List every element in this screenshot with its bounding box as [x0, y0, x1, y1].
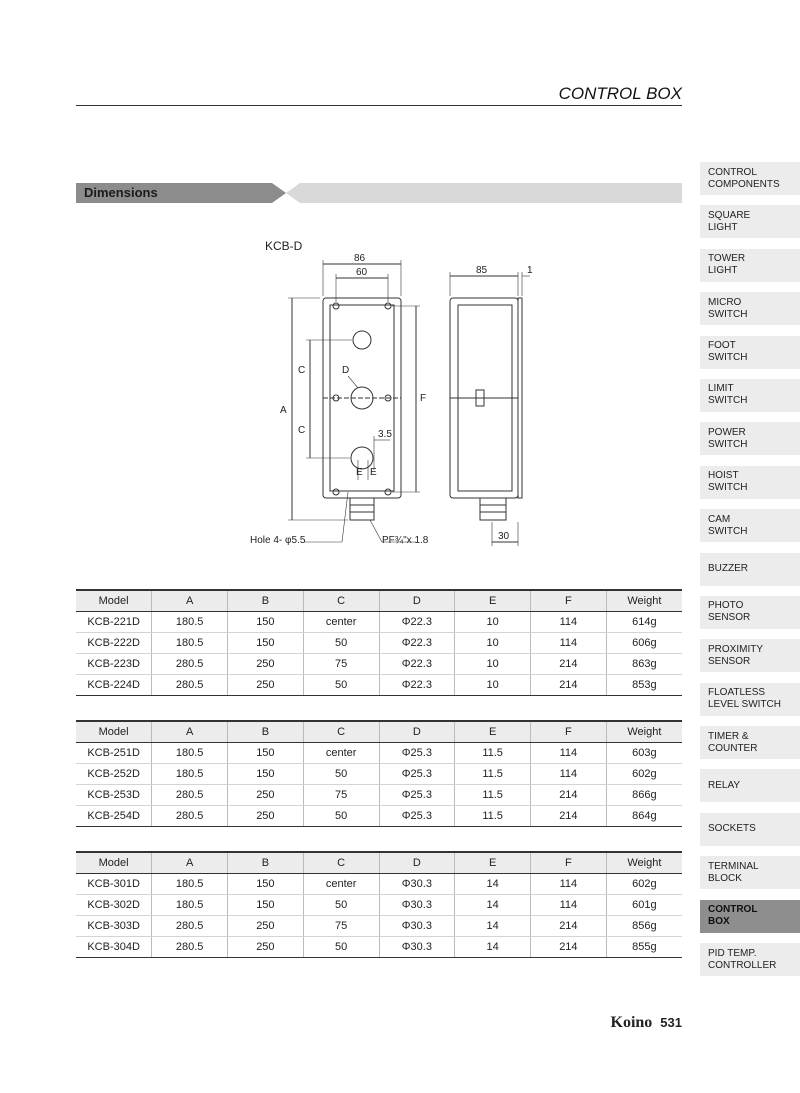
table-cell: 50 [303, 937, 379, 958]
column-header: C [303, 721, 379, 743]
table-header-row [76, 590, 682, 612]
table-cell: 180.5 [152, 633, 228, 654]
table-cell: 250 [228, 785, 304, 806]
sidebar-item-label: PID TEMP. [708, 947, 757, 959]
column-header: D [379, 852, 455, 874]
table-cell: Φ30.3 [379, 895, 455, 916]
table-row [76, 764, 682, 785]
sidebar-item[interactable] [700, 553, 800, 586]
table-row [76, 895, 682, 916]
table-cell: 50 [303, 764, 379, 785]
table-cell: 250 [228, 937, 304, 958]
sidebar-item-label: CONTROL [708, 904, 758, 916]
sidebar-item-label: SWITCH [708, 438, 748, 450]
table-cell: 150 [228, 743, 304, 764]
table-cell: Φ25.3 [379, 806, 455, 827]
table-cell: 14 [455, 937, 531, 958]
table-cell: 10 [455, 654, 531, 675]
table-row [76, 937, 682, 958]
table-row [76, 612, 682, 633]
sidebar-item-label: SWITCH [708, 308, 748, 320]
section-header-bar [76, 183, 682, 203]
sidebar-item[interactable] [700, 292, 800, 325]
table-cell: 855g [606, 937, 682, 958]
table-cell: 14 [455, 916, 531, 937]
dim-e-label-1: E [356, 467, 363, 478]
table-cell: 280.5 [152, 785, 228, 806]
dim-e-label-2: E [370, 467, 377, 478]
table-cell: Φ22.3 [379, 675, 455, 696]
table-cell: 14 [455, 874, 531, 895]
column-header: A [152, 852, 228, 874]
table-cell: Φ30.3 [379, 916, 455, 937]
table-cell: 603g [606, 743, 682, 764]
column-header: B [228, 721, 304, 743]
column-header: Weight [606, 590, 682, 612]
sidebar-item-label: CAM [708, 513, 731, 525]
table-cell: 214 [531, 937, 607, 958]
table-cell: 11.5 [455, 806, 531, 827]
spec-table-22 [76, 589, 682, 696]
table-cell: 114 [531, 895, 607, 916]
column-header: F [531, 590, 607, 612]
table-row [76, 916, 682, 937]
table-cell: 114 [531, 764, 607, 785]
table-cell: 11.5 [455, 743, 531, 764]
table-cell: Φ25.3 [379, 785, 455, 806]
sidebar-item-label: COUNTER [708, 742, 758, 754]
column-header: F [531, 721, 607, 743]
table-cell: KCB-302D [76, 895, 152, 916]
table-cell: 180.5 [152, 764, 228, 785]
table-cell: 214 [531, 785, 607, 806]
brand-logo: Koino [610, 1014, 653, 1031]
dim-86-label: 86 [354, 253, 366, 264]
header-divider [76, 105, 682, 106]
sidebar-item-label: HOIST [708, 470, 739, 482]
sidebar-item[interactable] [700, 379, 800, 412]
dim-d-label: D [342, 365, 350, 376]
table-cell: Φ30.3 [379, 937, 455, 958]
table-cell: 114 [531, 874, 607, 895]
table-cell: 214 [531, 654, 607, 675]
hole-callout: Hole 4- φ5.5 [250, 535, 306, 546]
table-row [76, 654, 682, 675]
table-cell: 863g [606, 654, 682, 675]
table-row [76, 874, 682, 895]
page-header-title: CONTROL BOX [558, 84, 682, 103]
table-cell: 114 [531, 743, 607, 764]
sidebar-item-label: SWITCH [708, 395, 748, 407]
table-cell: 180.5 [152, 895, 228, 916]
table-cell: 250 [228, 675, 304, 696]
table-cell: 250 [228, 916, 304, 937]
table-cell: 864g [606, 806, 682, 827]
sidebar-item-label: LEVEL SWITCH [708, 699, 781, 711]
sidebar-item-label: SQUARE [708, 209, 751, 221]
sidebar-item-label: TOWER [708, 253, 746, 265]
table-cell: 180.5 [152, 612, 228, 633]
column-header: B [228, 852, 304, 874]
pf-callout: PF¾"x 1.8 [382, 535, 429, 546]
sidebar-item[interactable] [700, 769, 800, 802]
sidebar-item-label: TERMINAL [708, 860, 759, 872]
table-cell: 602g [606, 764, 682, 785]
sidebar-item[interactable] [700, 943, 800, 976]
column-header: Model [76, 852, 152, 874]
sidebar-item-label: SENSOR [708, 612, 751, 624]
table-cell: 75 [303, 785, 379, 806]
table-cell: 50 [303, 895, 379, 916]
table-cell: Φ25.3 [379, 743, 455, 764]
sidebar-item-label: CONTROLLER [708, 959, 777, 971]
table-row [76, 743, 682, 764]
sidebar-item-label: RELAY [708, 779, 741, 791]
table-cell: 602g [606, 874, 682, 895]
table-cell: 280.5 [152, 937, 228, 958]
column-header: C [303, 852, 379, 874]
table-cell: 856g [606, 916, 682, 937]
sidebar-item[interactable] [700, 683, 800, 716]
sidebar-item-label: SWITCH [708, 525, 748, 537]
dimension-drawing-lines [240, 230, 560, 560]
dim-c-upper-label: C [298, 365, 306, 376]
table-cell: 50 [303, 675, 379, 696]
column-header: Model [76, 721, 152, 743]
sidebar-item[interactable] [700, 205, 800, 238]
table-cell: 250 [228, 654, 304, 675]
table-cell: 114 [531, 633, 607, 654]
table-row [76, 675, 682, 696]
sidebar-item-label: LIGHT [708, 221, 738, 233]
sidebar-item-label: BUZZER [708, 563, 748, 575]
table-cell: 601g [606, 895, 682, 916]
model-drawing-label: KCB-D [265, 239, 303, 253]
column-header: D [379, 590, 455, 612]
column-header: A [152, 721, 228, 743]
sidebar-item-label: POWER [708, 426, 746, 438]
table-cell: 10 [455, 633, 531, 654]
table-cell: 214 [531, 806, 607, 827]
sidebar-item-label: SOCKETS [708, 823, 756, 835]
column-header: A [152, 590, 228, 612]
category-sidebar [700, 162, 800, 986]
sidebar-item[interactable] [700, 900, 800, 933]
table-cell: 75 [303, 916, 379, 937]
column-header: Weight [606, 852, 682, 874]
sidebar-item[interactable] [700, 249, 800, 282]
table-cell: 150 [228, 874, 304, 895]
dim-1-label: 1 [527, 265, 533, 276]
table-cell: 180.5 [152, 743, 228, 764]
table-cell: 114 [531, 612, 607, 633]
sidebar-item-label: FOOT [708, 340, 736, 352]
table-cell: 11.5 [455, 764, 531, 785]
table-cell: KCB-303D [76, 916, 152, 937]
sidebar-item[interactable] [700, 336, 800, 369]
table-cell: KCB-221D [76, 612, 152, 633]
table-row [76, 785, 682, 806]
dimension-drawing [240, 230, 560, 560]
table-row [76, 633, 682, 654]
table-cell: KCB-251D [76, 743, 152, 764]
table-cell: Φ30.3 [379, 874, 455, 895]
sidebar-item-label: MICRO [708, 296, 742, 308]
sidebar-item-label: TIMER & [708, 730, 749, 742]
table-cell: 50 [303, 633, 379, 654]
table-cell: 50 [303, 806, 379, 827]
table-cell: KCB-253D [76, 785, 152, 806]
table-cell: KCB-304D [76, 937, 152, 958]
table-cell: center [303, 874, 379, 895]
table-cell: 10 [455, 612, 531, 633]
sidebar-item[interactable] [700, 813, 800, 846]
table-cell: 150 [228, 764, 304, 785]
column-header: E [455, 852, 531, 874]
sidebar-item-label: CONTROL [708, 166, 757, 178]
table-cell: KCB-301D [76, 874, 152, 895]
table-cell: 280.5 [152, 675, 228, 696]
dim-a-label: A [280, 405, 287, 416]
table-header-row [76, 721, 682, 743]
table-cell: KCB-223D [76, 654, 152, 675]
table-cell: 280.5 [152, 806, 228, 827]
page-number: 531 [660, 1015, 682, 1030]
sidebar-item-label: FLOATLESS [708, 687, 766, 699]
column-header: E [455, 721, 531, 743]
table-cell: 10 [455, 675, 531, 696]
table-cell: 280.5 [152, 654, 228, 675]
sidebar-item[interactable] [700, 162, 800, 195]
table-cell: 614g [606, 612, 682, 633]
sidebar-item-label: LIMIT [708, 383, 734, 395]
table-cell: 853g [606, 675, 682, 696]
sidebar-item[interactable] [700, 639, 800, 672]
sidebar-item-label: SWITCH [708, 352, 748, 364]
sidebar-item-label: SENSOR [708, 655, 751, 667]
dim-60-label: 60 [356, 267, 368, 278]
table-cell: center [303, 743, 379, 764]
sidebar-item-label: BLOCK [708, 872, 742, 884]
dim-3-5-label: 3.5 [378, 429, 392, 440]
spec-table-30 [76, 851, 682, 958]
table-cell: Φ22.3 [379, 612, 455, 633]
table-cell: 150 [228, 633, 304, 654]
table-cell: 11.5 [455, 785, 531, 806]
column-header: C [303, 590, 379, 612]
sidebar-item-label: LIGHT [708, 265, 738, 277]
table-cell: 180.5 [152, 874, 228, 895]
table-cell: 14 [455, 895, 531, 916]
table-cell: KCB-224D [76, 675, 152, 696]
sidebar-item[interactable] [700, 509, 800, 542]
table-cell: Φ22.3 [379, 633, 455, 654]
sidebar-item-label: COMPONENTS [708, 178, 780, 190]
section-title: Dimensions [84, 185, 158, 200]
sidebar-item-label: PHOTO [708, 600, 744, 612]
table-cell: 866g [606, 785, 682, 806]
dim-85-label: 85 [476, 265, 488, 276]
table-cell: 150 [228, 895, 304, 916]
sidebar-item[interactable] [700, 726, 800, 759]
table-cell: center [303, 612, 379, 633]
column-header: Weight [606, 721, 682, 743]
dim-c-lower-label: C [298, 425, 306, 436]
table-cell: Φ22.3 [379, 654, 455, 675]
table-cell: KCB-222D [76, 633, 152, 654]
table-cell: 214 [531, 916, 607, 937]
table-row [76, 806, 682, 827]
table-cell: KCB-252D [76, 764, 152, 785]
table-cell: 606g [606, 633, 682, 654]
table-cell: 280.5 [152, 916, 228, 937]
sidebar-item[interactable] [700, 466, 800, 499]
table-cell: 150 [228, 612, 304, 633]
sidebar-item-label: BOX [708, 916, 730, 928]
dim-30-label: 30 [498, 531, 510, 542]
sidebar-item[interactable] [700, 596, 800, 629]
dim-f-label: F [420, 393, 427, 404]
page-footer [611, 1014, 683, 1032]
column-header: F [531, 852, 607, 874]
table-cell: Φ25.3 [379, 764, 455, 785]
sidebar-item[interactable] [700, 422, 800, 455]
column-header: E [455, 590, 531, 612]
table-cell: 250 [228, 806, 304, 827]
column-header: B [228, 590, 304, 612]
table-cell: 214 [531, 675, 607, 696]
sidebar-item-label: PROXIMITY [708, 643, 764, 655]
table-cell: 75 [303, 654, 379, 675]
column-header: D [379, 721, 455, 743]
sidebar-item[interactable] [700, 856, 800, 889]
table-header-row [76, 852, 682, 874]
table-cell: KCB-254D [76, 806, 152, 827]
spec-table-25 [76, 720, 682, 827]
sidebar-item-label: SWITCH [708, 482, 748, 494]
column-header: Model [76, 590, 152, 612]
